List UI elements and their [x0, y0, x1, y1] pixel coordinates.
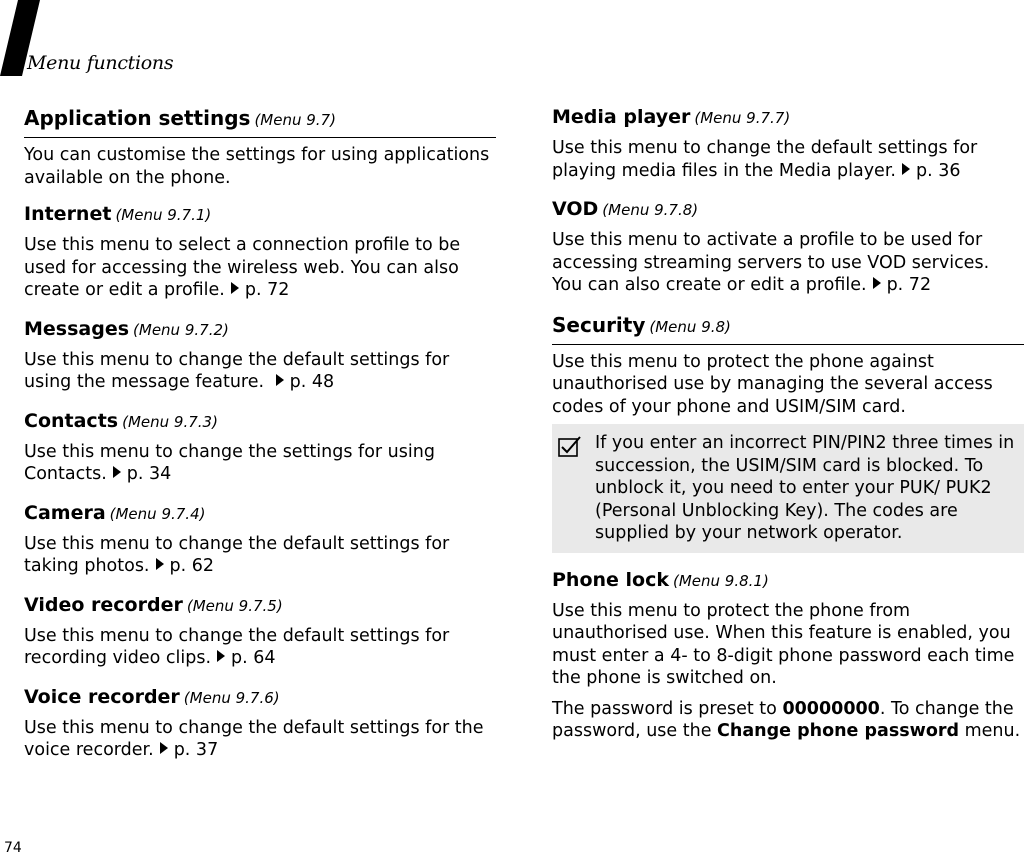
menu-code: (Menu 9.7.8) — [602, 201, 699, 219]
paragraph-text: Use this menu to change the default settings for playing media files in the Media player. — [552, 138, 978, 181]
paragraph: Use this menu to protect the phone from unauthorised use. When this feature is enabled, you must enter a 4- to 8-digit phone password each time the phone is switched on. — [552, 600, 1015, 688]
page-number: 74 — [4, 840, 22, 856]
page-ref: p. 34 — [126, 464, 172, 484]
header-title: Menu functions — [27, 52, 174, 74]
menu-code: (Menu 9.7.5) — [186, 596, 283, 615]
paragraph-text: Use this menu to change the default settings for the voice recorder. — [24, 717, 484, 760]
paragraph — [24, 234, 496, 302]
heading-text: Messages — [24, 317, 130, 340]
heading-phone-lock — [552, 567, 1024, 594]
page-ref-arrow-icon — [160, 742, 168, 754]
page-ref: p. 72 — [244, 280, 290, 300]
paragraph — [24, 717, 496, 762]
heading-text: Media player — [552, 106, 691, 128]
note-text: If you enter an incorrect PIN/PIN2 three times in succession, the USIM/SIM card is blocked. To unblock it, you need to enter your PUK/ PUK2 (Personal Unblocking Key). The codes are supplied by your network operator. — [595, 433, 1015, 543]
menu-code: (Menu 9.7.7) — [694, 109, 791, 127]
page-ref: p. 37 — [173, 740, 219, 760]
heading-messages — [24, 316, 496, 343]
paragraph — [24, 441, 496, 486]
section-heading-security — [552, 311, 1024, 345]
checkbox-note-icon — [558, 434, 582, 458]
heading-vod — [552, 196, 1024, 223]
menu-code: (Menu 9.7) — [254, 111, 336, 129]
heading-text: Security — [552, 312, 646, 337]
heading-text: Application settings — [24, 106, 251, 130]
menu-code: (Menu 9.8) — [649, 317, 731, 336]
paragraph-text: Use this menu to change the settings for using Contacts. — [24, 441, 435, 484]
paragraph-text: menu. — [959, 721, 1021, 741]
left-column — [24, 104, 496, 762]
section-heading-application-settings — [24, 104, 496, 138]
heading-text: Phone lock — [552, 568, 669, 591]
heading-camera — [24, 500, 496, 527]
heading-text: VOD — [552, 198, 599, 220]
paragraph: You can customise the settings for using applications available on the phone. — [24, 145, 490, 188]
page-ref: p. 62 — [169, 556, 215, 576]
menu-name: Change phone password — [717, 721, 960, 741]
note-box — [552, 424, 1024, 553]
page-ref-arrow-icon — [873, 277, 881, 289]
paragraph-text: Use this menu to change the default settings for recording video clips. — [24, 625, 450, 668]
paragraph-text: The password is preset to — [552, 698, 783, 719]
paragraph-password — [552, 698, 1024, 743]
page-ref-arrow-icon — [113, 466, 121, 478]
menu-code: (Menu 9.7.2) — [133, 320, 229, 339]
paragraph-text: Use this menu to change the default settings for using the message feature. — [24, 349, 450, 392]
page-ref-arrow-icon — [902, 163, 910, 175]
heading-text: Video recorder — [24, 593, 183, 616]
paragraph — [552, 137, 1024, 182]
menu-code: (Menu 9.7.6) — [183, 688, 280, 707]
page-ref: p. 48 — [289, 372, 335, 392]
heading-text: Voice recorder — [24, 685, 180, 708]
paragraph-text: Use this menu to select a connection profile to be used for accessing the wireless web. You can also create or edit a profile. — [24, 235, 461, 300]
page-ref-arrow-icon — [276, 374, 284, 386]
heading-voice-recorder — [24, 684, 496, 711]
heading-text: Contacts — [24, 409, 119, 432]
page-ref-arrow-icon — [231, 282, 239, 294]
page-ref: p. 64 — [231, 648, 276, 668]
paragraph — [24, 533, 496, 578]
heading-media-player — [552, 104, 1024, 131]
heading-contacts — [24, 408, 496, 435]
page-ref: p. 72 — [886, 275, 932, 295]
heading-text: Internet — [24, 203, 112, 225]
menu-code: (Menu 9.7.4) — [109, 504, 206, 523]
paragraph-text: Use this menu to activate a profile to be used for accessing streaming servers to use VOD services. You can also create or edit a profile. — [552, 230, 990, 295]
paragraph: Use this menu to protect the phone against unauthorised use by managing the several access codes of your phone and USIM/SIM card. — [552, 351, 993, 417]
heading-video-recorder — [24, 592, 496, 619]
default-password: 00000000 — [782, 698, 880, 719]
page-ref-arrow-icon — [156, 558, 164, 570]
heading-text: Camera — [24, 501, 106, 524]
paragraph-text: Use this menu to change the default settings for taking photos. — [24, 533, 450, 576]
menu-code: (Menu 9.7.3) — [122, 412, 218, 431]
menu-code: (Menu 9.7.1) — [115, 206, 212, 224]
paragraph — [24, 625, 496, 670]
heading-internet — [24, 201, 496, 228]
page-ref: p. 36 — [915, 160, 961, 181]
paragraph — [24, 349, 496, 394]
page-ref-arrow-icon — [217, 650, 225, 662]
right-column — [552, 104, 1024, 743]
paragraph — [552, 229, 1024, 297]
menu-code: (Menu 9.8.1) — [673, 571, 769, 590]
paragraph-text: . To change the password, use the — [552, 698, 1014, 741]
